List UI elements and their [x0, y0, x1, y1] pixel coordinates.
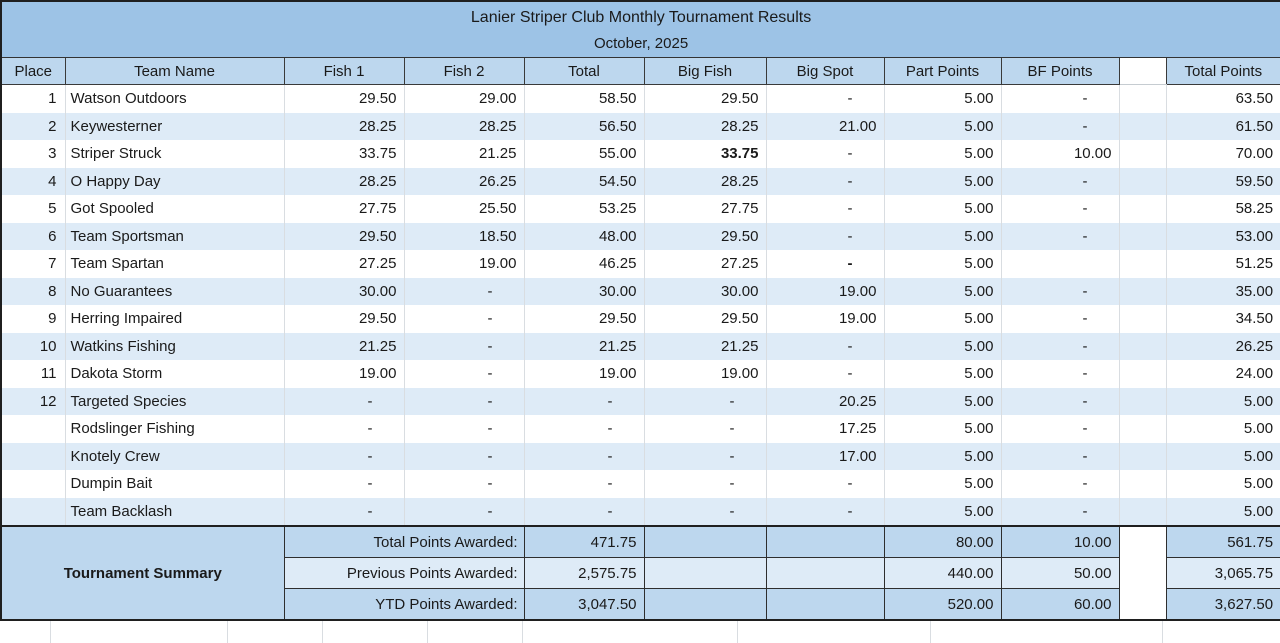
cell-big_spot[interactable]: 17.00: [766, 443, 884, 471]
cell-fish2[interactable]: -: [404, 443, 524, 471]
table-row: [1, 415, 1280, 443]
cell-fish1[interactable]: 21.25: [284, 333, 404, 361]
cell-total[interactable]: -: [524, 498, 644, 527]
cell-total[interactable]: -: [524, 443, 644, 471]
cell-fish1[interactable]: -: [284, 388, 404, 416]
column-header-fish2[interactable]: Fish 2: [404, 58, 524, 85]
sheet-gridline: [1162, 621, 1163, 643]
cell-part_points[interactable]: 5.00: [884, 278, 1001, 306]
cell-total[interactable]: 56.50: [524, 113, 644, 141]
cell-big_fish[interactable]: -: [644, 470, 766, 498]
cell-fish1[interactable]: 30.00: [284, 278, 404, 306]
gap-cell[interactable]: [1119, 168, 1166, 196]
cell-part_points[interactable]: 5.00: [884, 250, 1001, 278]
table-row: [1, 140, 1280, 168]
table-row: [1, 333, 1280, 361]
cell-fish2[interactable]: 21.25: [404, 140, 524, 168]
cell-total[interactable]: -: [524, 470, 644, 498]
cell-big_fish[interactable]: 21.25: [644, 333, 766, 361]
cell-big_fish[interactable]: -: [644, 498, 766, 527]
cell-big_fish[interactable]: 28.25: [644, 168, 766, 196]
cell-part_points[interactable]: 5.00: [884, 388, 1001, 416]
summary-part-points-cell[interactable]: 520.00: [884, 589, 1001, 621]
column-header-big-fish[interactable]: Big Fish: [644, 58, 766, 85]
summary-label[interactable]: Previous Points Awarded:: [284, 558, 524, 589]
summary-gap-cell[interactable]: [1119, 526, 1166, 620]
cell-total[interactable]: 58.50: [524, 85, 644, 113]
cell-big_spot[interactable]: -: [766, 498, 884, 527]
summary-bigspot-cell[interactable]: [766, 558, 884, 589]
cell-place[interactable]: 11: [1, 360, 65, 388]
cell-fish2[interactable]: -: [404, 278, 524, 306]
cell-big_fish[interactable]: 29.50: [644, 305, 766, 333]
cell-total[interactable]: 54.50: [524, 168, 644, 196]
cell-team[interactable]: Striper Struck: [65, 140, 284, 168]
gap-column-header[interactable]: [1119, 58, 1166, 85]
page-title: Lanier Striper Club Monthly Tournament Results: [470, 9, 812, 26]
cell-total[interactable]: 30.00: [524, 278, 644, 306]
table-row: [1, 388, 1280, 416]
cell-total_points[interactable]: 51.25: [1166, 250, 1280, 278]
summary-bigspot-cell[interactable]: [766, 589, 884, 621]
cell-place[interactable]: 10: [1, 333, 65, 361]
cell-bf_points[interactable]: -: [1001, 195, 1119, 223]
cell-place[interactable]: 12: [1, 388, 65, 416]
cell-bf_points[interactable]: -: [1001, 388, 1119, 416]
cell-fish2[interactable]: -: [404, 305, 524, 333]
cell-total_points[interactable]: 5.00: [1166, 443, 1280, 471]
cell-fish2[interactable]: -: [404, 470, 524, 498]
gap-cell[interactable]: [1119, 223, 1166, 251]
cell-big_spot[interactable]: -: [766, 333, 884, 361]
cell-total_points[interactable]: 26.25: [1166, 333, 1280, 361]
gap-cell[interactable]: [1119, 250, 1166, 278]
sheet-gridline: [930, 621, 931, 643]
cell-big_spot[interactable]: 17.25: [766, 415, 884, 443]
cell-fish1[interactable]: 28.25: [284, 168, 404, 196]
summary-part-points-cell[interactable]: 80.00: [884, 526, 1001, 558]
cell-fish1[interactable]: 33.75: [284, 140, 404, 168]
cell-team[interactable]: Team Sportsman: [65, 223, 284, 251]
cell-total_points[interactable]: 53.00: [1166, 223, 1280, 251]
cell-big_fish[interactable]: -: [644, 415, 766, 443]
cell-total[interactable]: -: [524, 415, 644, 443]
table-row: [1, 250, 1280, 278]
sheet-gridline: [50, 621, 51, 643]
cell-team[interactable]: Team Backlash: [65, 498, 284, 527]
cell-part_points[interactable]: 5.00: [884, 443, 1001, 471]
gap-cell[interactable]: [1119, 470, 1166, 498]
table-row: [1, 470, 1280, 498]
cell-total[interactable]: 46.25: [524, 250, 644, 278]
cell-place[interactable]: 4: [1, 168, 65, 196]
sheet-gridline: [737, 621, 738, 643]
cell-part_points[interactable]: 5.00: [884, 470, 1001, 498]
cell-bf_points[interactable]: -: [1001, 113, 1119, 141]
gap-cell[interactable]: [1119, 85, 1166, 113]
gap-cell[interactable]: [1119, 305, 1166, 333]
cell-place[interactable]: [1, 498, 65, 527]
cell-team[interactable]: O Happy Day: [65, 168, 284, 196]
cell-fish1[interactable]: 19.00: [284, 360, 404, 388]
cell-big_fish[interactable]: 19.00: [644, 360, 766, 388]
summary-label[interactable]: YTD Points Awarded:: [284, 589, 524, 621]
gap-cell[interactable]: [1119, 415, 1166, 443]
cell-big_fish[interactable]: -: [644, 443, 766, 471]
cell-bf_points[interactable]: -: [1001, 278, 1119, 306]
cell-part_points[interactable]: 5.00: [884, 195, 1001, 223]
cell-place[interactable]: 9: [1, 305, 65, 333]
table-row: [1, 223, 1280, 251]
cell-big_fish[interactable]: 33.75: [644, 140, 766, 168]
cell-team[interactable]: Watkins Fishing: [65, 333, 284, 361]
cell-fish1[interactable]: -: [284, 470, 404, 498]
cell-place[interactable]: 5: [1, 195, 65, 223]
cell-place[interactable]: 3: [1, 140, 65, 168]
summary-row-total: [1, 526, 1280, 558]
cell-part_points[interactable]: 5.00: [884, 113, 1001, 141]
cell-big_spot[interactable]: 19.00: [766, 278, 884, 306]
cell-total_points[interactable]: 5.00: [1166, 388, 1280, 416]
column-header-big-spot[interactable]: Big Spot: [766, 58, 884, 85]
cell-fish2[interactable]: -: [404, 498, 524, 527]
summary-total-points-cell[interactable]: 3,065.75: [1166, 558, 1280, 589]
summary-section: [1, 526, 1280, 620]
cell-part_points[interactable]: 5.00: [884, 305, 1001, 333]
cell-total[interactable]: -: [524, 388, 644, 416]
sheet-gridline: [427, 621, 428, 643]
column-header-team-name[interactable]: Team Name: [65, 58, 284, 85]
cell-bf_points[interactable]: [1001, 250, 1119, 278]
title-row: [1, 1, 1280, 58]
summary-label[interactable]: Total Points Awarded:: [284, 526, 524, 558]
cell-bf_points[interactable]: -: [1001, 360, 1119, 388]
summary-bigfish-cell[interactable]: [644, 558, 766, 589]
cell-bf_points[interactable]: -: [1001, 415, 1119, 443]
cell-total[interactable]: 29.50: [524, 305, 644, 333]
table-row: [1, 85, 1280, 113]
cell-place[interactable]: 8: [1, 278, 65, 306]
gap-cell[interactable]: [1119, 113, 1166, 141]
column-header-place[interactable]: Place: [1, 58, 65, 85]
table-row: [1, 360, 1280, 388]
summary-bigspot-cell[interactable]: [766, 526, 884, 558]
cell-fish1[interactable]: 27.75: [284, 195, 404, 223]
cell-bf_points[interactable]: -: [1001, 168, 1119, 196]
cell-big_fish[interactable]: 29.50: [644, 85, 766, 113]
table-row: [1, 113, 1280, 141]
cell-total_points[interactable]: 58.25: [1166, 195, 1280, 223]
table-row: [1, 195, 1280, 223]
cell-total_points[interactable]: 70.00: [1166, 140, 1280, 168]
cell-total[interactable]: 21.25: [524, 333, 644, 361]
column-header-row: [1, 58, 1280, 85]
cell-big_spot[interactable]: -: [766, 470, 884, 498]
gap-cell[interactable]: [1119, 443, 1166, 471]
cell-fish1[interactable]: 28.25: [284, 113, 404, 141]
cell-place[interactable]: 6: [1, 223, 65, 251]
cell-place[interactable]: 2: [1, 113, 65, 141]
cell-team[interactable]: Rodslinger Fishing: [65, 415, 284, 443]
cell-fish2[interactable]: 28.25: [404, 113, 524, 141]
cell-fish1[interactable]: 29.50: [284, 223, 404, 251]
cell-fish1[interactable]: -: [284, 415, 404, 443]
cell-place[interactable]: [1, 470, 65, 498]
cell-fish2[interactable]: 25.50: [404, 195, 524, 223]
gap-cell[interactable]: [1119, 388, 1166, 416]
summary-total-cell[interactable]: 2,575.75: [524, 558, 644, 589]
cell-team[interactable]: Keywesterner: [65, 113, 284, 141]
cell-fish2[interactable]: -: [404, 360, 524, 388]
column-header-fish1[interactable]: Fish 1: [284, 58, 404, 85]
cell-total[interactable]: 55.00: [524, 140, 644, 168]
summary-total-cell[interactable]: 3,047.50: [524, 589, 644, 621]
summary-total-points-cell[interactable]: 561.75: [1166, 526, 1280, 558]
cell-total_points[interactable]: 59.50: [1166, 168, 1280, 196]
cell-big_spot[interactable]: 19.00: [766, 305, 884, 333]
gap-cell[interactable]: [1119, 195, 1166, 223]
summary-total-points-cell[interactable]: 3,627.50: [1166, 589, 1280, 621]
column-header-total-points[interactable]: Total Points: [1166, 58, 1280, 85]
cell-big_spot[interactable]: -: [766, 85, 884, 113]
column-header-part-points[interactable]: Part Points: [884, 58, 1001, 85]
gap-cell[interactable]: [1119, 278, 1166, 306]
cell-bf_points[interactable]: -: [1001, 470, 1119, 498]
cell-place[interactable]: 1: [1, 85, 65, 113]
cell-part_points[interactable]: 5.00: [884, 498, 1001, 527]
cell-total_points[interactable]: 35.00: [1166, 278, 1280, 306]
sheet-gridline: [227, 621, 228, 643]
cell-fish1[interactable]: 29.50: [284, 85, 404, 113]
cell-total[interactable]: 19.00: [524, 360, 644, 388]
cell-part_points[interactable]: 5.00: [884, 140, 1001, 168]
cell-fish2[interactable]: -: [404, 388, 524, 416]
cell-part_points[interactable]: 5.00: [884, 333, 1001, 361]
cell-big_spot[interactable]: 21.00: [766, 113, 884, 141]
table-row: [1, 168, 1280, 196]
cell-total_points[interactable]: 34.50: [1166, 305, 1280, 333]
summary-bf-points-cell[interactable]: 10.00: [1001, 526, 1119, 558]
gap-cell[interactable]: [1119, 498, 1166, 527]
cell-bf_points[interactable]: -: [1001, 443, 1119, 471]
column-header-total[interactable]: Total: [524, 58, 644, 85]
cell-big_spot[interactable]: -: [766, 223, 884, 251]
cell-total_points[interactable]: 24.00: [1166, 360, 1280, 388]
cell-big_spot[interactable]: -: [766, 360, 884, 388]
title-cell[interactable]: [1, 1, 1280, 58]
gap-cell[interactable]: [1119, 360, 1166, 388]
gap-cell[interactable]: [1119, 333, 1166, 361]
table-row: [1, 278, 1280, 306]
summary-title-cell[interactable]: Tournament Summary: [1, 526, 284, 620]
summary-bf-points-cell[interactable]: 60.00: [1001, 589, 1119, 621]
cell-team[interactable]: Herring Impaired: [65, 305, 284, 333]
summary-part-points-cell[interactable]: 440.00: [884, 558, 1001, 589]
cell-part_points[interactable]: 5.00: [884, 223, 1001, 251]
sheet-gridline: [322, 621, 323, 643]
sheet-gridline: [522, 621, 523, 643]
cell-bf_points[interactable]: -: [1001, 305, 1119, 333]
cell-fish2[interactable]: 26.25: [404, 168, 524, 196]
cell-big_spot[interactable]: -: [766, 140, 884, 168]
cell-total_points[interactable]: 63.50: [1166, 85, 1280, 113]
cell-fish2[interactable]: 29.00: [404, 85, 524, 113]
empty-row-strip: [0, 621, 1280, 643]
cell-fish2[interactable]: -: [404, 415, 524, 443]
cell-fish2[interactable]: 19.00: [404, 250, 524, 278]
cell-team[interactable]: Watson Outdoors: [65, 85, 284, 113]
cell-fish2[interactable]: -: [404, 333, 524, 361]
summary-bigfish-cell[interactable]: [644, 589, 766, 621]
page-subtitle: October, 2025: [593, 35, 689, 52]
table-row: [1, 498, 1280, 527]
cell-fish1[interactable]: 29.50: [284, 305, 404, 333]
cell-fish1[interactable]: 27.25: [284, 250, 404, 278]
cell-big_fish[interactable]: 29.50: [644, 223, 766, 251]
cell-bf_points[interactable]: -: [1001, 85, 1119, 113]
cell-place[interactable]: [1, 443, 65, 471]
cell-big_fish[interactable]: 28.25: [644, 113, 766, 141]
cell-part_points[interactable]: 5.00: [884, 168, 1001, 196]
cell-place[interactable]: [1, 415, 65, 443]
cell-team[interactable]: Dakota Storm: [65, 360, 284, 388]
cell-total[interactable]: 53.25: [524, 195, 644, 223]
cell-team[interactable]: No Guarantees: [65, 278, 284, 306]
summary-bigfish-cell[interactable]: [644, 526, 766, 558]
cell-fish1[interactable]: -: [284, 498, 404, 527]
cell-bf_points[interactable]: 10.00: [1001, 140, 1119, 168]
cell-team[interactable]: Targeted Species: [65, 388, 284, 416]
cell-big_spot[interactable]: -: [766, 250, 884, 278]
summary-bf-points-cell[interactable]: 50.00: [1001, 558, 1119, 589]
cell-place[interactable]: 7: [1, 250, 65, 278]
cell-part_points[interactable]: 5.00: [884, 415, 1001, 443]
cell-bf_points[interactable]: -: [1001, 498, 1119, 527]
gap-cell[interactable]: [1119, 140, 1166, 168]
cell-total_points[interactable]: 5.00: [1166, 498, 1280, 527]
cell-bf_points[interactable]: -: [1001, 333, 1119, 361]
cell-big_fish[interactable]: 27.25: [644, 250, 766, 278]
cell-fish2[interactable]: 18.50: [404, 223, 524, 251]
cell-team[interactable]: Dumpin Bait: [65, 470, 284, 498]
cell-part_points[interactable]: 5.00: [884, 360, 1001, 388]
summary-total-cell[interactable]: 471.75: [524, 526, 644, 558]
column-header-bf-points[interactable]: BF Points: [1001, 58, 1119, 85]
cell-team[interactable]: Knotely Crew: [65, 443, 284, 471]
cell-big_spot[interactable]: 20.25: [766, 388, 884, 416]
table-row: [1, 443, 1280, 471]
cell-total_points[interactable]: 5.00: [1166, 470, 1280, 498]
cell-total_points[interactable]: 61.50: [1166, 113, 1280, 141]
cell-total[interactable]: 48.00: [524, 223, 644, 251]
table-row: [1, 305, 1280, 333]
cell-bf_points[interactable]: -: [1001, 223, 1119, 251]
cell-big_fish[interactable]: 30.00: [644, 278, 766, 306]
cell-big_fish[interactable]: 27.75: [644, 195, 766, 223]
cell-big_spot[interactable]: -: [766, 195, 884, 223]
cell-total_points[interactable]: 5.00: [1166, 415, 1280, 443]
cell-team[interactable]: Team Spartan: [65, 250, 284, 278]
cell-big_fish[interactable]: -: [644, 388, 766, 416]
cell-big_spot[interactable]: -: [766, 168, 884, 196]
cell-part_points[interactable]: 5.00: [884, 85, 1001, 113]
results-rows: [1, 85, 1280, 527]
cell-team[interactable]: Got Spooled: [65, 195, 284, 223]
cell-fish1[interactable]: -: [284, 443, 404, 471]
